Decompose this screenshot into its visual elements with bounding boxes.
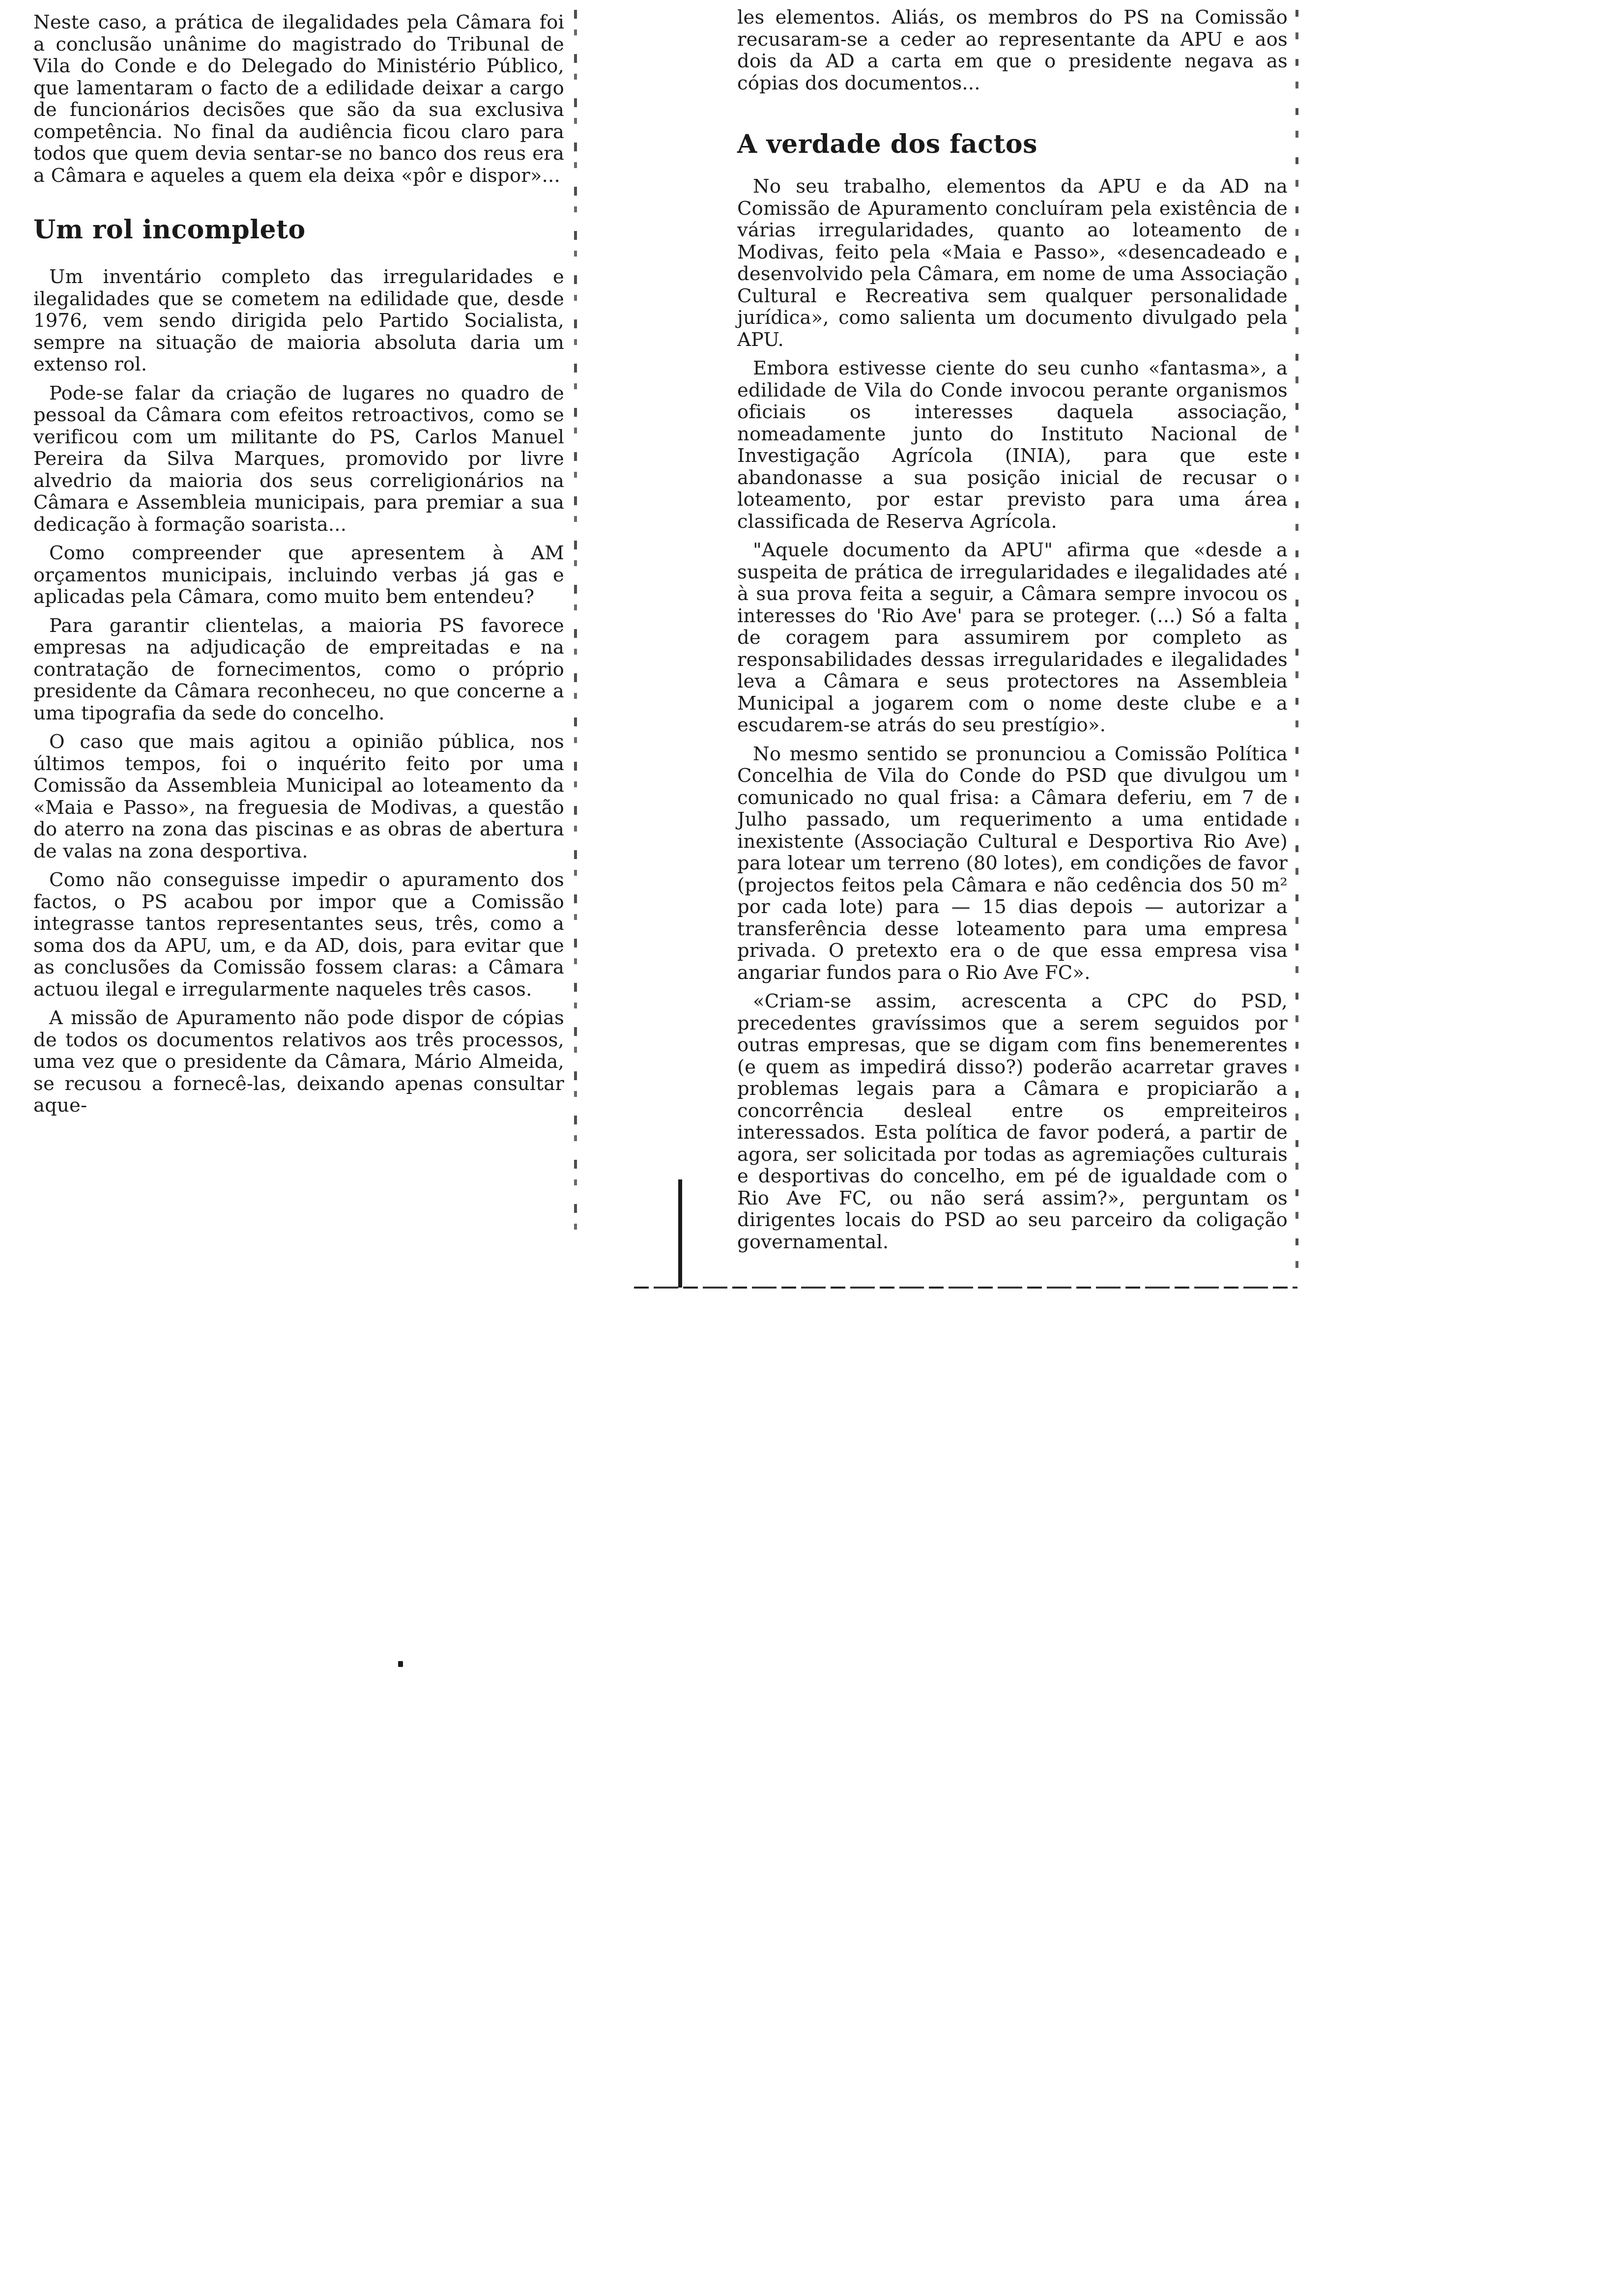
body-paragraph: No mesmo sentido se pronunciou a Comissão Política Concelhia de Vila do Conde do PSD que divulgou um comunicado no qual frisa: a Câmara deferiu, em 7 de Julho passado, um requerimento a uma entidade inexistente (Associação Cultural e Desportiva Rio Ave) para lotear um terreno (80 lotes), em condições de favor (projectos feitos pela Câmara e não cedência dos 50 m² por cada lote) para — 15 dias depois — autorizar a transferência desse loteamento para uma empresa privada. O pretexto era o de que essa empresa visa angariar fundos para o Rio Ave FC». [737, 743, 1288, 984]
body-paragraph: O caso que mais agitou a opinião pública, nos últimos tempos, foi o inquérito feito por uma Comissão da Assembleia Municipal ao loteamento da «Maia e Passo», na freguesia de Modivas, a questão do aterro na zona das piscinas e as obras de abertura de valas na zona desportiva. [33, 731, 564, 862]
continuation-paragraph: les elementos. Aliás, os membros do PS na Comissão recusaram-se a ceder ao representante da APU e aos dois da AD a carta em que o presidente negava as cópias dos documentos... [737, 6, 1288, 94]
intro-paragraph: Neste caso, a prática de ilegalidades pela Câmara foi a conclusão unânime do magistrado do Tribunal de Vila do Conde e do Delegado do Ministério Público, que lamentaram o facto de a edilidade deixar a cargo de funcionários decisões que são da sua exclusiva competência. No final da audiência ficou claro para todos que quem devia sentar-se no banco dos reus era a Câmara e aqueles a quem ela deixa «pôr e dispor»... [33, 11, 564, 187]
scan-edge-bracket [678, 1179, 682, 1288]
section-heading-rol-incompleto: Um rol incompleto [33, 215, 306, 245]
body-paragraph: «Criam-se assim, acrescenta a CPC do PSD, precedentes gravíssimos que a serem seguidos por outras empresas, que se digam com fins benemerentes (e quem as impedirá disso?) poderão acarretar graves problemas legais para a Câmara e propiciarão a concorrência desleal entre os empreiteiros interessados. Esta política de favor poderá, a partir de agora, ser solicitada por todas as agremiações culturais e desportivas do concelho, em pé de igualdade com o Rio Ave FC, ou não será assim?», perguntam os dirigentes locais do PSD ao seu parceiro da coligação governamental. [737, 990, 1288, 1253]
right-column [737, 7, 1288, 1260]
left-column [33, 12, 564, 1124]
body-paragraph: Embora estivesse ciente do seu cunho «fantasma», a edilidade de Vila do Conde invocou perante organismos oficiais os interesses daquela associação, nomeadamente junto do Instituto Nacional de Investigação Agrícola (INIA), para que este abandonasse a sua posição inicial de recusar o loteamento, por estar previsto para uma área classificada de Reserva Agrícola. [737, 357, 1288, 533]
body-paragraph: Como não conseguisse impedir o apuramento dos factos, o PS acabou por impor que a Comissão integrasse tantos representantes seus, três, como a soma dos da APU, um, e da AD, dois, para evitar que as conclusões da Comissão fossem claras: a Câmara actuou ilegal e irregularmente naqueles três casos. [33, 869, 564, 1001]
body-paragraph: A missão de Apuramento não pode dispor de cópias de todos os documentos relativos aos três processos, uma vez que o presidente da Câmara, Mário Almeida, se recusou a fornecê-las, deixando apenas consultar aque- [33, 1007, 564, 1117]
body-paragraph: Para garantir clientelas, a maioria PS favorece empresas na adjudicação de empreitadas e na contratação de fornecimentos, como o próprio presidente da Câmara reconheceu, no que concerne a uma tipografia da sede do concelho. [33, 614, 564, 724]
scan-bottom-edge [634, 1287, 1297, 1289]
scan-edge-right-column [1295, 10, 1298, 1288]
body-paragraph: Um inventário completo das irregularidades e ilegalidades que se cometem na edilidade que, desde 1976, vem sendo dirigida pelo Partido Socialista, sempre na situação de maioria absoluta daria um extenso rol. [33, 266, 564, 375]
body-paragraph: Pode-se falar da criação de lugares no quadro de pessoal da Câmara com efeitos retroactivos, como se verificou com um militante do PS, Carlos Manuel Pereira da Silva Marques, promovido por livre alvedrio da maioria dos seus correligionários na Câmara e Assembleia municipais, para premiar a sua dedicação à formação soarista... [33, 382, 564, 536]
scan-edge-left-column [574, 10, 577, 1248]
body-paragraph: No seu trabalho, elementos da APU e da AD na Comissão de Apuramento concluíram pela existência de várias irregularidades, quanto ao loteamento de Modivas, feito pela «Maia e Passo», «desencadeado e desenvolvido pela Câmara, em nome de uma Associação Cultural e Recreativa sem qualquer personalidade jurídica», como salienta um documento divulgado pela APU. [737, 175, 1288, 351]
section-heading-verdade-dos-factos: A verdade dos factos [737, 129, 1037, 159]
body-paragraph: "Aquele documento da APU" afirma que «desde a suspeita de prática de irregularidades e ilegalidades até à sua prova feita a seguir, a Câmara sempre invocou os interesses do 'Rio Ave' para se proteger. (...) Só a falta de coragem para assumirem por completo as responsabilidades dessas irregularidades e ilegalidades leva a Câmara e seus protectores na Assembleia Municipal a jogarem com o nome deste clube e a escudarem-se atrás do seu prestígio». [737, 539, 1288, 736]
body-paragraph: Como compreender que apresentem à AM orçamentos municipais, incluindo verbas já gas e aplicadas pela Câmara, como muito bem entendeu? [33, 542, 564, 608]
scan-speck [398, 1661, 403, 1667]
